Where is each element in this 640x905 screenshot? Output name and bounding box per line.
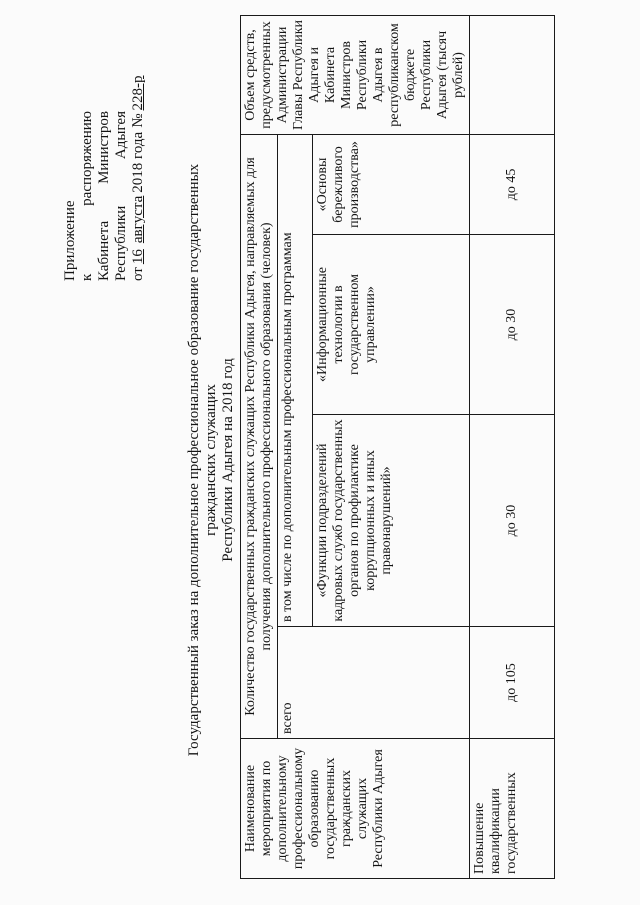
number-sign: № <box>130 113 146 128</box>
state-order-table <box>240 15 555 879</box>
header-event: Наименование мероприятия по дополнительному профессиональному образованию государственных гражданских служащих Республики Адыгея <box>241 739 470 879</box>
date-year: 2018 года <box>130 131 146 193</box>
document-heading <box>186 155 237 765</box>
header-count: Количество государственных гражданских служащих Республики Адыгея, направляемых для получения дополнительного профессионального образования (человек) <box>241 134 278 738</box>
appendix-line-4 <box>113 111 130 281</box>
date-prefix: от <box>130 267 146 281</box>
appendix-line-3 <box>96 111 113 281</box>
appendix-block <box>62 75 147 281</box>
appendix-text: Кабинета <box>96 220 112 281</box>
appendix-date-line <box>130 75 147 281</box>
appendix-line-2 <box>79 111 96 281</box>
appendix-text: Министров <box>96 111 112 184</box>
header-funds: Объем средств, предусмотренных Администрации Главы Республики Адыгея и Кабинета Министров Республики Адыгея в республиканском бюджете Республики Адыгея (тысяч рублей) <box>241 15 470 134</box>
header-program-2: «Информационные технологии в государственном управлении» <box>313 235 470 415</box>
date-month: августа <box>130 195 146 244</box>
appendix-line-1 <box>62 111 79 281</box>
appendix-text: распоряжению <box>79 111 95 206</box>
cell-event: Повышение квалификации государственных <box>470 739 555 879</box>
header-program-1: «Функции подразделений кадровых служб государственных органов по профилактике коррупционных и иных правонарушений» <box>313 415 470 627</box>
header-program-3: «Основы бережливого производства» <box>313 134 470 234</box>
cell-program-3: до 45 <box>470 134 555 234</box>
header-total: всего <box>278 627 470 739</box>
appendix-text: Республики <box>113 205 129 281</box>
heading-line-2: Республики Адыгея на 2018 год <box>220 358 236 562</box>
appendix-text: к <box>79 273 95 281</box>
heading-line-1: Государственный заказ на дополнительное профессиональное образование государственных гражданских служащих <box>186 163 219 757</box>
appendix-title: Приложение <box>62 200 78 281</box>
document-number: 228-р <box>130 75 146 111</box>
date-day: 16 <box>130 249 146 265</box>
appendix-text: Адыгея <box>113 111 129 160</box>
cell-program-1: до 30 <box>470 415 555 627</box>
cell-program-2: до 30 <box>470 235 555 415</box>
cell-funds <box>470 15 555 134</box>
table-header-row <box>241 15 278 878</box>
cell-total: до 105 <box>470 627 555 739</box>
header-including: в том числе по дополнительным профессиональным программам <box>278 134 313 626</box>
table-row <box>470 15 555 878</box>
